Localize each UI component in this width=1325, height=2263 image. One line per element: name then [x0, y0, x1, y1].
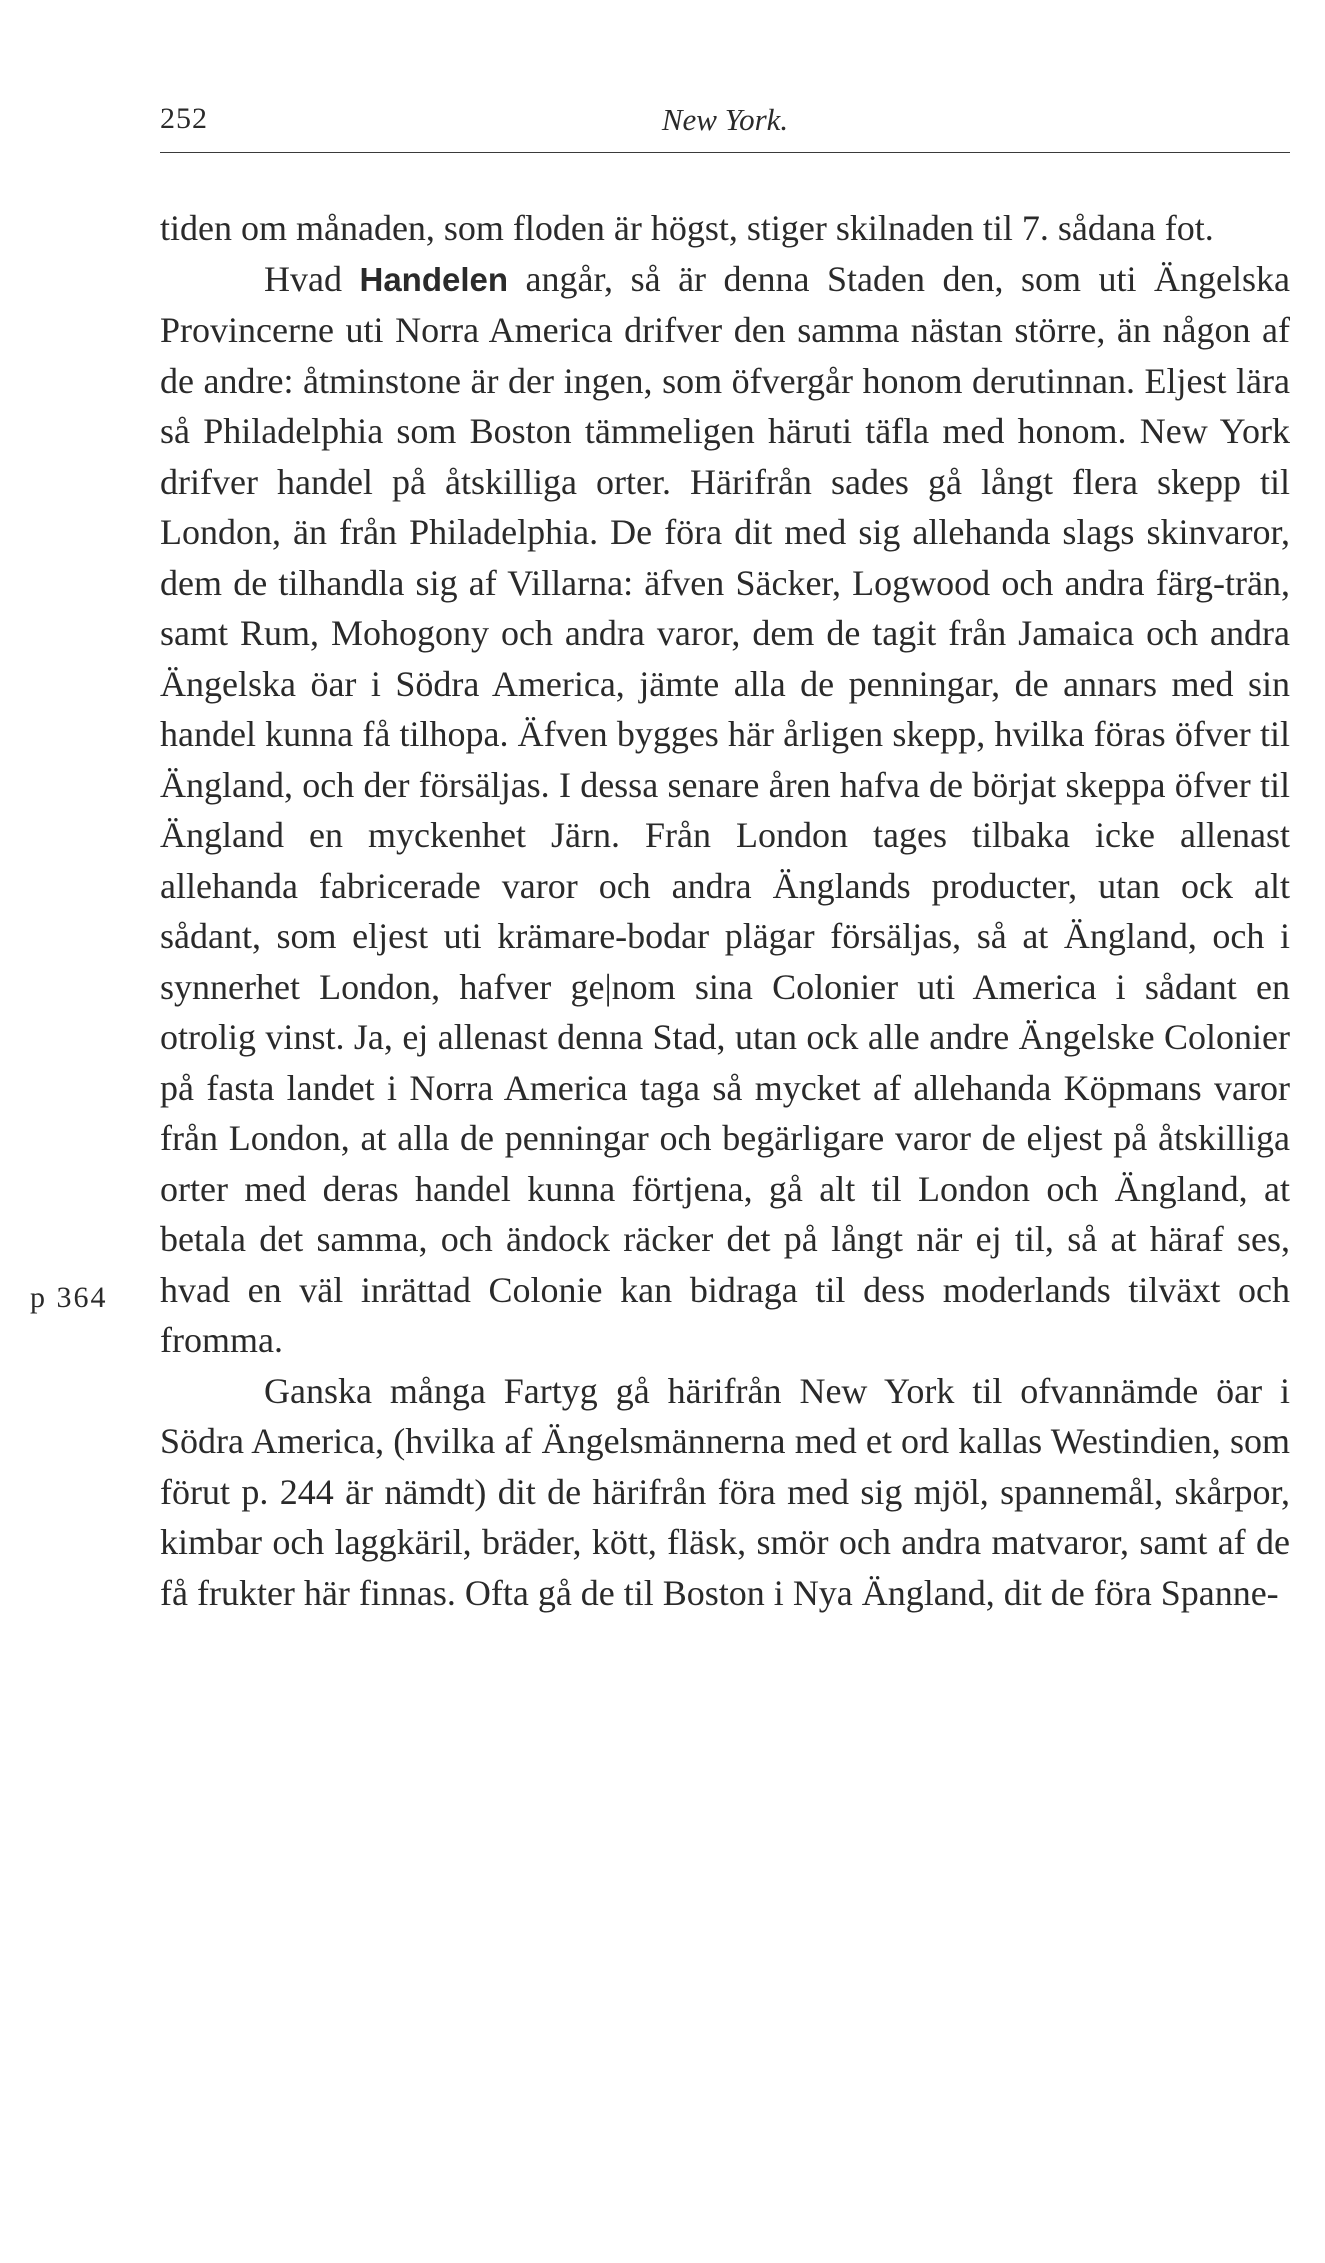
page-number: 252: [160, 102, 208, 135]
paragraph-2-lead: Hvad: [264, 258, 360, 299]
paragraph-1: tiden om månaden, som floden är högst, stiger skilnaden til 7. sådana fot.: [160, 208, 1214, 248]
running-title: New York.: [661, 102, 789, 137]
paragraph-2-body: angår, så är denna Staden den, som uti Ängelska Provincerne uti Norra America drifver den samma nästan större, än någon af de andre: åtminstone är der ingen, som öfvergår honom derutinnan. Eljest lära så Philadelphia som Boston tämmeligen häruti täfla med honom. New York drifver handel på åtskilliga orter. Härifrån sades gå långt flera skepp til London, än från Philadelphia. De föra dit med sig allehanda slags skinvaror, dem de tilhandla sig af Villarna: äfven Säcker, Logwood och andra färg-trän, samt Rum, Mohogony och andra varor, dem de tagit från Jamaica och andra Ängelska öar i Södra America, jämte alla de penningar, de annars med sin handel kunna få tilhopa. Äfven bygges här årligen skepp, hvilka föras öfver til Ängland, och der försäljas. I dessa senare åren hafva de börjat skeppa öfver til Ängland en myckenhet Järn. Från London tages tilbaka icke allenast allehanda fabricerade varor och andra Änglands producter, utan ock alt sådant, som eljest uti krämare-bodar plägar försäljas, så at Ängland, och i synnerhet London, hafver ge|nom sina Colonier uti America i sådant en otrolig vinst. Ja, ej allenast denna Stad, utan ock alle andre Ängelske Colonier på fasta landet i Norra America taga så mycket af allehanda Köpmans varor från London, at alla de penningar och begärligare varor de eljest på åtskilliga orter med deras handel kunna förtjena, gå alt til London och Ängland, at betala det samma, och ändock räcker det på långt när ej til, så at häraf ses, hvad en väl inrättad Colonie kan bidraga til dess moderlands tilväxt och fromma.: [160, 258, 1291, 1360]
header-rule: [160, 152, 1290, 153]
page-header: [160, 102, 1290, 152]
body-text: [160, 203, 1290, 1618]
paragraph-3: Ganska många Fartyg gå härifrån New York til ofvannämde öar i Södra America, (hvilka af Ängelsmännerna med et ord kallas Westindien, som förut p. 244 är nämdt) dit de härifrån föra med sig mjöl, spannemål, skårpor, kimbar och laggkäril, bräder, kött, fläsk, smör och andra matvaror, samt af de få frukter här finnas. Ofta gå de til Boston i Nya Ängland, dit de föra Spanne-: [160, 1370, 1290, 1613]
keyword-handelen: Handelen: [359, 260, 509, 298]
paragraph-2: [160, 254, 1290, 1366]
margin-page-reference: p 364: [30, 1281, 108, 1314]
